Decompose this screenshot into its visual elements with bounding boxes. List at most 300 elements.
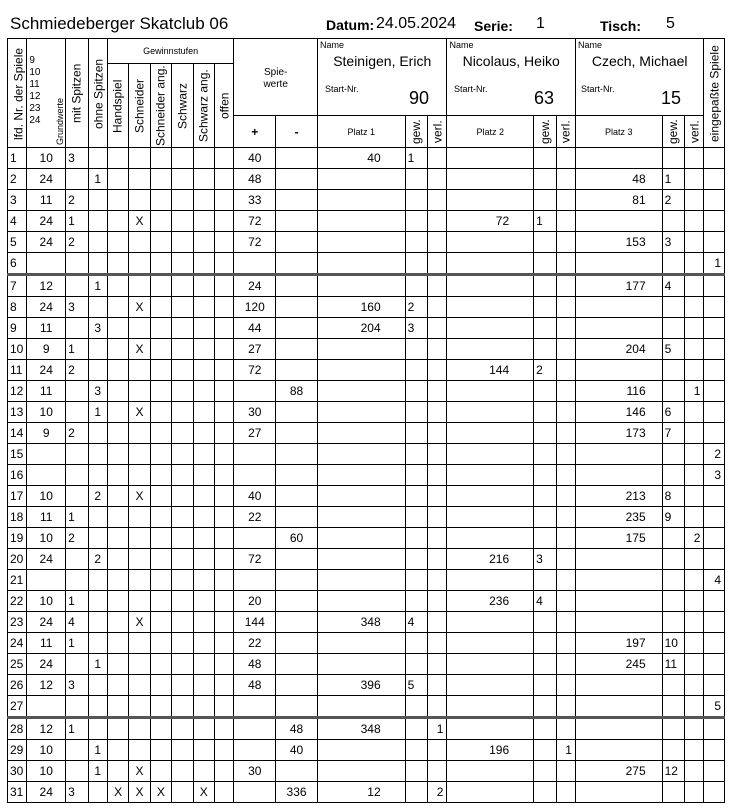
player-3-verl-cell xyxy=(685,570,704,591)
ohne-spitzen-cell xyxy=(88,528,107,549)
player-2-gew-cell xyxy=(534,402,556,423)
schneider-cell: X xyxy=(129,782,150,803)
schwarz-ang-cell xyxy=(193,148,214,169)
player-2-verl-cell xyxy=(556,549,575,570)
plus-cell: 33 xyxy=(234,190,276,211)
offen-cell xyxy=(214,633,233,654)
grundwert-cell xyxy=(27,570,66,591)
player-1-gew-cell: 4 xyxy=(405,612,427,633)
mit-spitzen-cell: 1 xyxy=(66,718,88,740)
row-number: 15 xyxy=(8,444,27,465)
player-3-score-cell: 204 xyxy=(575,339,662,360)
player-3-gew-cell: 11 xyxy=(662,654,684,675)
schwarz-ang-cell xyxy=(193,318,214,339)
offen-cell xyxy=(214,718,233,740)
schwarz-ang-cell xyxy=(193,253,214,275)
offen-cell xyxy=(214,423,233,444)
player-3-verl-cell xyxy=(685,654,704,675)
player-2-verl-cell xyxy=(556,465,575,486)
schneider-cell xyxy=(129,148,150,169)
schwarz-cell xyxy=(172,633,193,654)
player-2-score-cell: 216 xyxy=(447,549,534,570)
player-2-gew-cell xyxy=(534,444,556,465)
handspiel-cell xyxy=(107,465,128,486)
schneider-ang-cell xyxy=(150,507,171,528)
row-number: 28 xyxy=(8,718,27,740)
row-number: 18 xyxy=(8,507,27,528)
player-3-gew-cell: 12 xyxy=(662,761,684,782)
player-2-verl-cell xyxy=(556,486,575,507)
player-2-verl-cell xyxy=(556,782,575,803)
player-2-verl-cell xyxy=(556,190,575,211)
handspiel-cell xyxy=(107,633,128,654)
schwarz-cell xyxy=(172,465,193,486)
player-2-gew-cell xyxy=(534,465,556,486)
schneider-cell xyxy=(129,549,150,570)
handspiel-cell xyxy=(107,675,128,696)
handspiel-cell xyxy=(107,211,128,232)
player-3-score-cell xyxy=(575,549,662,570)
minus-cell: 60 xyxy=(276,528,318,549)
handspiel-cell xyxy=(107,486,128,507)
handspiel-cell xyxy=(107,169,128,190)
mit-spitzen-cell: 1 xyxy=(66,339,88,360)
player-3-verl-cell xyxy=(685,190,704,211)
player-1-score-cell xyxy=(317,444,405,465)
schwarz-cell xyxy=(172,275,193,297)
schwarz-ang-cell xyxy=(193,486,214,507)
player-2-gew-cell xyxy=(534,169,556,190)
grundwert-cell: 24 xyxy=(27,612,66,633)
offen-cell xyxy=(214,275,233,297)
ohne-spitzen-cell xyxy=(88,591,107,612)
table-row xyxy=(8,591,725,612)
player-2-score-cell xyxy=(447,633,534,654)
schwarz-cell xyxy=(172,782,193,803)
tisch-value: 5 xyxy=(666,15,675,32)
player-1-score-cell: 348 xyxy=(317,718,405,740)
player-2-verl-cell xyxy=(556,169,575,190)
player-2-gew-cell xyxy=(534,782,556,803)
player-1-verl-cell xyxy=(428,253,447,275)
grundwert-cell: 24 xyxy=(27,549,66,570)
mit-spitzen-cell: 1 xyxy=(66,507,88,528)
verl-2-header: verl. xyxy=(556,116,575,148)
row-number: 4 xyxy=(8,211,27,232)
player-3-gew-cell xyxy=(662,718,684,740)
serie-label: Serie: xyxy=(474,18,513,34)
player-2-gew-cell xyxy=(534,148,556,169)
player-1-score-cell: 40 xyxy=(317,148,405,169)
schneider-ang-cell xyxy=(150,423,171,444)
eingepasste-cell xyxy=(704,591,725,612)
player-3-name: Czech, Michael xyxy=(591,53,688,69)
schwarz-ang-header: Schwarz ang. xyxy=(193,64,214,148)
ohne-spitzen-cell xyxy=(88,507,107,528)
player-3-verl-cell: 1 xyxy=(685,381,704,402)
player-2-score-cell xyxy=(447,381,534,402)
eingepasste-cell xyxy=(704,402,725,423)
eingepasste-cell xyxy=(704,782,725,803)
eingepasste-cell xyxy=(704,549,725,570)
player-2-gew-cell xyxy=(534,339,556,360)
row-number: 20 xyxy=(8,549,27,570)
mit-spitzen-cell xyxy=(66,654,88,675)
plus-cell: 30 xyxy=(234,402,276,423)
lfd-nr-header: lfd. Nr. der Spiele xyxy=(8,39,27,148)
grundwert-cell: 11 xyxy=(27,633,66,654)
player-1-score-cell xyxy=(317,169,405,190)
player-1-verl-cell xyxy=(428,591,447,612)
player-3-score-cell xyxy=(575,740,662,761)
table-row xyxy=(8,570,725,591)
player-3-gew-cell xyxy=(662,528,684,549)
plus-cell: 48 xyxy=(234,169,276,190)
eingepasste-cell xyxy=(704,654,725,675)
player-1-gew-cell xyxy=(405,169,427,190)
schwarz-cell xyxy=(172,549,193,570)
player-1-verl-cell xyxy=(428,675,447,696)
mit-spitzen-cell: 2 xyxy=(66,232,88,253)
player-1-start: Start-Nr. 90 xyxy=(325,84,429,108)
player-3-verl-cell xyxy=(685,211,704,232)
player-2-score-cell xyxy=(447,465,534,486)
plus-header: + xyxy=(234,116,276,148)
minus-header: - xyxy=(276,116,318,148)
schwarz-ang-cell xyxy=(193,402,214,423)
player-1-score-cell: 160 xyxy=(317,297,405,318)
offen-cell xyxy=(214,549,233,570)
player-2-score-cell xyxy=(447,654,534,675)
ohne-spitzen-cell xyxy=(88,211,107,232)
schneider-cell xyxy=(129,633,150,654)
schneider-ang-cell xyxy=(150,486,171,507)
player-3-score-cell xyxy=(575,675,662,696)
player-1-score-cell: 396 xyxy=(317,675,405,696)
row-number: 22 xyxy=(8,591,27,612)
schneider-ang-cell xyxy=(150,549,171,570)
player-1-verl-cell xyxy=(428,444,447,465)
ohne-spitzen-cell: 1 xyxy=(88,169,107,190)
row-number: 3 xyxy=(8,190,27,211)
player-3-gew-cell xyxy=(662,612,684,633)
player-2-score-cell xyxy=(447,528,534,549)
eingepasste-cell xyxy=(704,169,725,190)
row-number: 26 xyxy=(8,675,27,696)
player-2-score-cell xyxy=(447,169,534,190)
player-2-score-cell xyxy=(447,318,534,339)
schneider-cell: X xyxy=(129,486,150,507)
ohne-spitzen-cell xyxy=(88,633,107,654)
player-1-score-cell xyxy=(317,696,405,718)
ohne-spitzen-cell: 1 xyxy=(88,402,107,423)
offen-cell xyxy=(214,528,233,549)
grundwerte-label: Grundwerte xyxy=(55,97,66,145)
player-2-gew-cell xyxy=(534,740,556,761)
player-1-verl-cell xyxy=(428,465,447,486)
ohne-spitzen-cell: 1 xyxy=(88,654,107,675)
eingepasste-cell xyxy=(704,148,725,169)
player-3-verl-cell xyxy=(685,675,704,696)
player-2-verl-cell xyxy=(556,318,575,339)
player-3-score-cell xyxy=(575,211,662,232)
grundwert-cell: 11 xyxy=(27,190,66,211)
plus-cell xyxy=(234,253,276,275)
player-3-gew-cell xyxy=(662,318,684,339)
table-row xyxy=(8,402,725,423)
player-2-gew-cell xyxy=(534,486,556,507)
player-2-verl-cell xyxy=(556,360,575,381)
handspiel-cell xyxy=(107,297,128,318)
schwarz-ang-cell xyxy=(193,549,214,570)
handspiel-cell xyxy=(107,318,128,339)
grundwert-cell: 9 xyxy=(27,423,66,444)
row-number: 16 xyxy=(8,465,27,486)
schneider-cell xyxy=(129,591,150,612)
minus-cell xyxy=(276,402,318,423)
player-1-score-cell xyxy=(317,211,405,232)
ohne-spitzen-cell xyxy=(88,782,107,803)
player-2-score-cell xyxy=(447,444,534,465)
schwarz-ang-cell xyxy=(193,761,214,782)
player-1-gew-cell xyxy=(405,718,427,740)
eingepasste-cell xyxy=(704,740,725,761)
schneider-cell xyxy=(129,528,150,549)
player-2-gew-cell xyxy=(534,612,556,633)
ohne-spitzen-cell: 2 xyxy=(88,486,107,507)
schneider-ang-cell xyxy=(150,591,171,612)
plus-cell xyxy=(234,718,276,740)
player-1-score-cell: 204 xyxy=(317,318,405,339)
schneider-cell: X xyxy=(129,612,150,633)
plus-cell: 27 xyxy=(234,423,276,444)
player-1-verl-cell xyxy=(428,570,447,591)
player-1-score-cell: 12 xyxy=(317,782,405,803)
player-2-score-cell xyxy=(447,696,534,718)
player-1-gew-cell xyxy=(405,486,427,507)
player-2-gew-cell xyxy=(534,275,556,297)
player-2-score-cell xyxy=(447,486,534,507)
row-number: 13 xyxy=(8,402,27,423)
schwarz-cell xyxy=(172,360,193,381)
player-2-score-cell: 196 xyxy=(447,740,534,761)
schneider-cell: X xyxy=(129,761,150,782)
schwarz-ang-cell xyxy=(193,297,214,318)
schwarz-ang-cell xyxy=(193,612,214,633)
grundwert-cell: 10 xyxy=(27,402,66,423)
player-3-score-cell xyxy=(575,465,662,486)
player-1-gew-cell xyxy=(405,275,427,297)
player-2-score-cell xyxy=(447,339,534,360)
player-1-verl-cell xyxy=(428,169,447,190)
minus-cell xyxy=(276,549,318,570)
plus-cell: 120 xyxy=(234,297,276,318)
player-2-verl-cell xyxy=(556,211,575,232)
player-1-gew-cell: 3 xyxy=(405,318,427,339)
minus-cell xyxy=(276,591,318,612)
eingepasste-cell xyxy=(704,381,725,402)
table-row xyxy=(8,211,725,232)
player-1-score-cell xyxy=(317,654,405,675)
player-3-verl-cell xyxy=(685,318,704,339)
player-3-verl-cell xyxy=(685,718,704,740)
player-3-score-cell xyxy=(575,297,662,318)
player-3-score-cell: 175 xyxy=(575,528,662,549)
player-1-gew-cell xyxy=(405,549,427,570)
player-3-gew-cell xyxy=(662,465,684,486)
minus-cell xyxy=(276,570,318,591)
player-2-header: Name Nicolaus, Heiko xyxy=(447,39,575,116)
schneider-ang-cell xyxy=(150,696,171,718)
schwarz-ang-cell xyxy=(193,465,214,486)
player-1-verl-cell xyxy=(428,297,447,318)
player-3-verl-cell xyxy=(685,782,704,803)
player-2-score-cell xyxy=(447,782,534,803)
club-name: Schmiedeberger Skatclub 06 xyxy=(10,14,229,33)
ohne-spitzen-cell xyxy=(88,148,107,169)
player-1-score-cell xyxy=(317,402,405,423)
player-2-verl-cell xyxy=(556,675,575,696)
ohne-spitzen-cell xyxy=(88,570,107,591)
eingepasste-cell xyxy=(704,297,725,318)
offen-cell xyxy=(214,740,233,761)
player-1-score-cell xyxy=(317,761,405,782)
player-3-header: Name Czech, Michael xyxy=(575,39,703,116)
handspiel-cell: X xyxy=(107,782,128,803)
player-1-score-cell xyxy=(317,591,405,612)
schneider-ang-cell xyxy=(150,318,171,339)
table-row xyxy=(8,190,725,211)
offen-cell xyxy=(214,782,233,803)
grundwert-cell: 24 xyxy=(27,232,66,253)
player-1-score-cell xyxy=(317,633,405,654)
player-3-gew-cell xyxy=(662,782,684,803)
player-3-verl-cell xyxy=(685,507,704,528)
mit-spitzen-cell xyxy=(66,444,88,465)
schwarz-ang-cell xyxy=(193,169,214,190)
eingepasste-cell xyxy=(704,423,725,444)
table-row xyxy=(8,275,725,297)
plus-cell xyxy=(234,465,276,486)
player-1-score-cell xyxy=(317,275,405,297)
player-1-gew-cell xyxy=(405,381,427,402)
player-1-verl-cell xyxy=(428,381,447,402)
verl-3-header: verl. xyxy=(685,116,704,148)
player-1-verl-cell xyxy=(428,696,447,718)
schwarz-cell xyxy=(172,190,193,211)
player-1-score-cell xyxy=(317,507,405,528)
table-row xyxy=(8,318,725,339)
offen-cell xyxy=(214,675,233,696)
handspiel-header: Handspiel xyxy=(107,64,128,148)
grundwert-cell: 10 xyxy=(27,486,66,507)
row-number: 14 xyxy=(8,423,27,444)
handspiel-cell xyxy=(107,423,128,444)
schneider-cell xyxy=(129,190,150,211)
player-3-gew-cell xyxy=(662,591,684,612)
minus-cell: 88 xyxy=(276,381,318,402)
schwarz-ang-cell xyxy=(193,633,214,654)
player-3-gew-cell xyxy=(662,381,684,402)
table-row xyxy=(8,633,725,654)
minus-cell xyxy=(276,675,318,696)
plus-cell: 48 xyxy=(234,654,276,675)
player-2-verl-cell xyxy=(556,444,575,465)
schneider-cell: X xyxy=(129,211,150,232)
table-row xyxy=(8,360,725,381)
row-number: 2 xyxy=(8,169,27,190)
mit-spitzen-cell: 1 xyxy=(66,211,88,232)
player-1-gew-cell xyxy=(405,696,427,718)
player-3-verl-cell xyxy=(685,465,704,486)
player-3-verl-cell xyxy=(685,297,704,318)
schneider-cell: X xyxy=(129,297,150,318)
offen-cell xyxy=(214,318,233,339)
player-3-score-cell: 235 xyxy=(575,507,662,528)
ohne-spitzen-cell xyxy=(88,297,107,318)
schneider-cell xyxy=(129,169,150,190)
table-row xyxy=(8,465,725,486)
offen-cell xyxy=(214,507,233,528)
plus-cell: 40 xyxy=(234,486,276,507)
schneider-ang-header: Schneider ang. xyxy=(150,64,171,148)
table-row xyxy=(8,654,725,675)
handspiel-cell xyxy=(107,654,128,675)
player-3-verl-cell xyxy=(685,591,704,612)
schwarz-ang-cell xyxy=(193,232,214,253)
player-2-gew-cell xyxy=(534,507,556,528)
plus-cell: 72 xyxy=(234,360,276,381)
row-number: 19 xyxy=(8,528,27,549)
schwarz-cell xyxy=(172,696,193,718)
row-number: 7 xyxy=(8,275,27,297)
ohne-spitzen-cell xyxy=(88,675,107,696)
player-1-verl-cell: 1 xyxy=(428,718,447,740)
serie-value: 1 xyxy=(536,15,545,32)
player-3-verl-cell xyxy=(685,486,704,507)
player-2-gew-cell xyxy=(534,297,556,318)
player-3-verl-cell xyxy=(685,423,704,444)
offen-cell xyxy=(214,570,233,591)
player-1-verl-cell xyxy=(428,486,447,507)
table-row xyxy=(8,612,725,633)
row-number: 10 xyxy=(8,339,27,360)
player-3-verl-cell xyxy=(685,612,704,633)
mit-spitzen-cell: 2 xyxy=(66,423,88,444)
ohne-spitzen-header: ohne Spitzen xyxy=(88,39,107,148)
eingepasste-cell: 1 xyxy=(704,253,725,275)
handspiel-cell xyxy=(107,339,128,360)
schneider-ang-cell xyxy=(150,612,171,633)
schwarz-cell xyxy=(172,740,193,761)
player-3-verl-cell xyxy=(685,169,704,190)
plus-cell: 22 xyxy=(234,507,276,528)
player-2-gew-cell xyxy=(534,318,556,339)
player-3-gew-cell: 10 xyxy=(662,633,684,654)
offen-cell xyxy=(214,465,233,486)
player-2-verl-cell xyxy=(556,339,575,360)
row-number: 9 xyxy=(8,318,27,339)
handspiel-cell xyxy=(107,190,128,211)
minus-cell: 40 xyxy=(276,740,318,761)
ohne-spitzen-cell: 1 xyxy=(88,275,107,297)
schneider-ang-cell xyxy=(150,402,171,423)
player-3-gew-cell xyxy=(662,297,684,318)
schneider-ang-cell xyxy=(150,570,171,591)
player-3-score-cell xyxy=(575,570,662,591)
player-3-score-cell: 197 xyxy=(575,633,662,654)
player-1-name: Steinigen, Erich xyxy=(333,53,432,69)
